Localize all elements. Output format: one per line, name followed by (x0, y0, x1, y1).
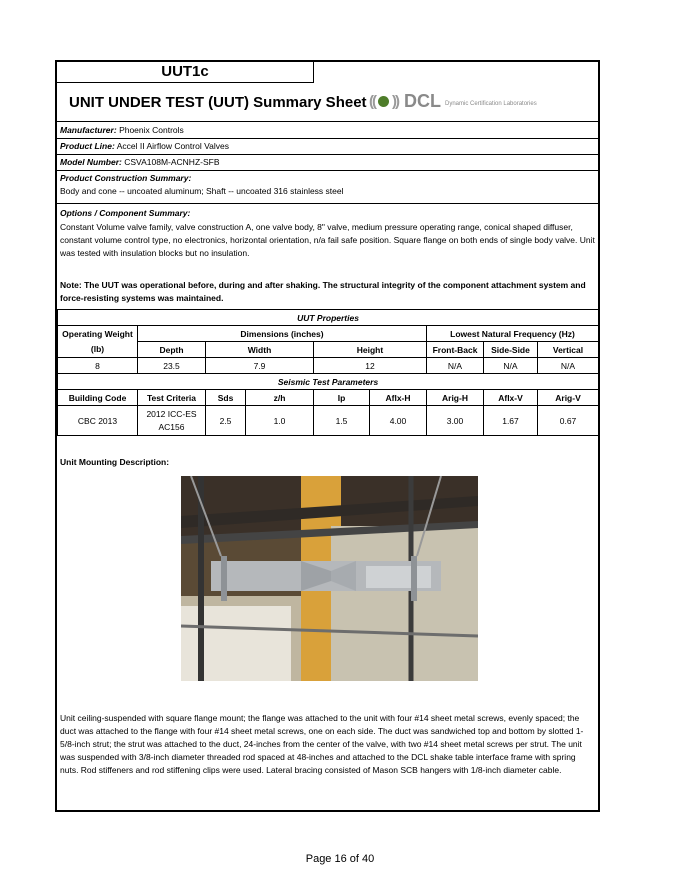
divider (57, 170, 598, 171)
product-line-value: Accel II Airflow Control Valves (116, 141, 229, 151)
divider (57, 121, 598, 122)
options-label (60, 208, 190, 218)
hdr-zh: z/h (246, 390, 314, 406)
properties-table (57, 309, 599, 436)
hdr-test-criteria: Test Criteria (138, 390, 206, 406)
construction-label (60, 173, 191, 183)
note-text: Note: The UUT was operational before, during and after shaking. The structural integrity of the component attachment system and force-resisting systems was maintained. (60, 280, 586, 303)
hdr-building-code: Building Code (58, 390, 138, 406)
divider (57, 154, 598, 155)
mounting-photo-drawing (181, 476, 478, 681)
model-label: Model Number: (60, 157, 122, 167)
val-arig-v: 0.67 (538, 406, 599, 436)
side-side-value: N/A (484, 358, 538, 374)
uut-id: UUT1c (57, 62, 314, 83)
height-value: 12 (314, 358, 427, 374)
product-line-row (60, 141, 229, 151)
op-weight-header: Operating Weight (58, 326, 138, 342)
val-test-criteria: 2012 ICC-ES AC156 (138, 406, 206, 436)
val-sds: 2.5 (206, 406, 246, 436)
logo-subtitle: Dynamic Certification Laboratories (445, 100, 537, 107)
logo-paren-left: (( (369, 92, 375, 110)
mounting-label: Unit Mounting Description: (60, 457, 170, 467)
mounting-description: Unit ceiling-suspended with square flange mount; the flange was attached to the unit with four #14 sheet metal screws, evenly spaced; the duct was attached to the flange with four #14 sheet metal screws, one on each side. The duct was sandwiched top and bottom by slotted 1-5/8-inch strut; the strut was attached to the duct, 24-inches from the center of the valve, with two #14 sheet metal screws per strut. The unit was suspended with 3/8-inch diameter threaded rod spaced at 48-inches and attached to the DCL shake table interface frame with spring nuts. Rod stiffeners and rod stiffening clips were used. Lateral bracing consisted of Mason SCB hangers with 1/8-inch diameter cable. (60, 713, 584, 775)
val-arig-h: 3.00 (427, 406, 484, 436)
col-height: Height (314, 342, 427, 358)
divider (57, 138, 598, 139)
front-back-value: N/A (427, 358, 484, 374)
width-value: 7.9 (206, 358, 314, 374)
col-depth: Depth (138, 342, 206, 358)
uut-properties-title: UUT Properties (58, 310, 599, 326)
val-aflx-h: 4.00 (370, 406, 427, 436)
hdr-sds: Sds (206, 390, 246, 406)
hdr-arig-h: Arig-H (427, 390, 484, 406)
mounting-photo (181, 476, 478, 681)
op-weight-unit: (lb) (58, 342, 138, 358)
logo-paren-right: )) (392, 92, 398, 110)
col-front-back: Front-Back (427, 342, 484, 358)
manufacturer-row (60, 125, 184, 135)
product-line-label: Product Line: (60, 141, 115, 151)
val-aflx-v: 1.67 (484, 406, 538, 436)
dcl-logo (369, 90, 537, 112)
options-label-text: Options / Component Summary: (60, 208, 191, 218)
val-zh: 1.0 (246, 406, 314, 436)
construction-label-text: Product Construction Summary: (60, 173, 192, 183)
logo-text: DCL (404, 90, 441, 111)
manufacturer-label: Manufacturer: (60, 125, 117, 135)
hdr-aflx-v: Aflx-V (484, 390, 538, 406)
frequency-header: Lowest Natural Frequency (Hz) (427, 326, 599, 342)
manufacturer-value: Phoenix Controls (119, 125, 184, 135)
val-building-code: CBC 2013 (58, 406, 138, 436)
model-value: CSVA108M-ACNHZ-SFB (124, 157, 220, 167)
sheet-title: UNIT UNDER TEST (UUT) Summary Sheet (69, 94, 367, 111)
weight-value: 8 (58, 358, 138, 374)
options-text: Constant Volume valve family, valve construction A, one valve body, 8" valve, medium pressure operating range, conical shaped diffuser, constant volume control type, no electronics, horizontal orientation, n/a fail safe position. Square flange on both ends of single body valve. Unit was tested with insulation blocks but no insulation. (60, 222, 595, 258)
col-side-side: Side-Side (484, 342, 538, 358)
construction-value: Body and cone -- uncoated aluminum; Shaft -- uncoated 316 stainless steel (60, 186, 344, 196)
hdr-ip: Ip (314, 390, 370, 406)
hdr-arig-v: Arig-V (538, 390, 599, 406)
divider (57, 203, 598, 204)
depth-value: 23.5 (138, 358, 206, 374)
model-row (60, 157, 220, 167)
summary-sheet (55, 60, 600, 812)
col-width: Width (206, 342, 314, 358)
logo-dot-icon (378, 96, 389, 107)
seismic-title: Seismic Test Parameters (58, 374, 599, 390)
hdr-aflx-h: Aflx-H (370, 390, 427, 406)
val-ip: 1.5 (314, 406, 370, 436)
page-number: Page 16 of 40 (305, 853, 375, 865)
col-vertical: Vertical (538, 342, 599, 358)
dimensions-header: Dimensions (inches) (138, 326, 427, 342)
vertical-value: N/A (538, 358, 599, 374)
